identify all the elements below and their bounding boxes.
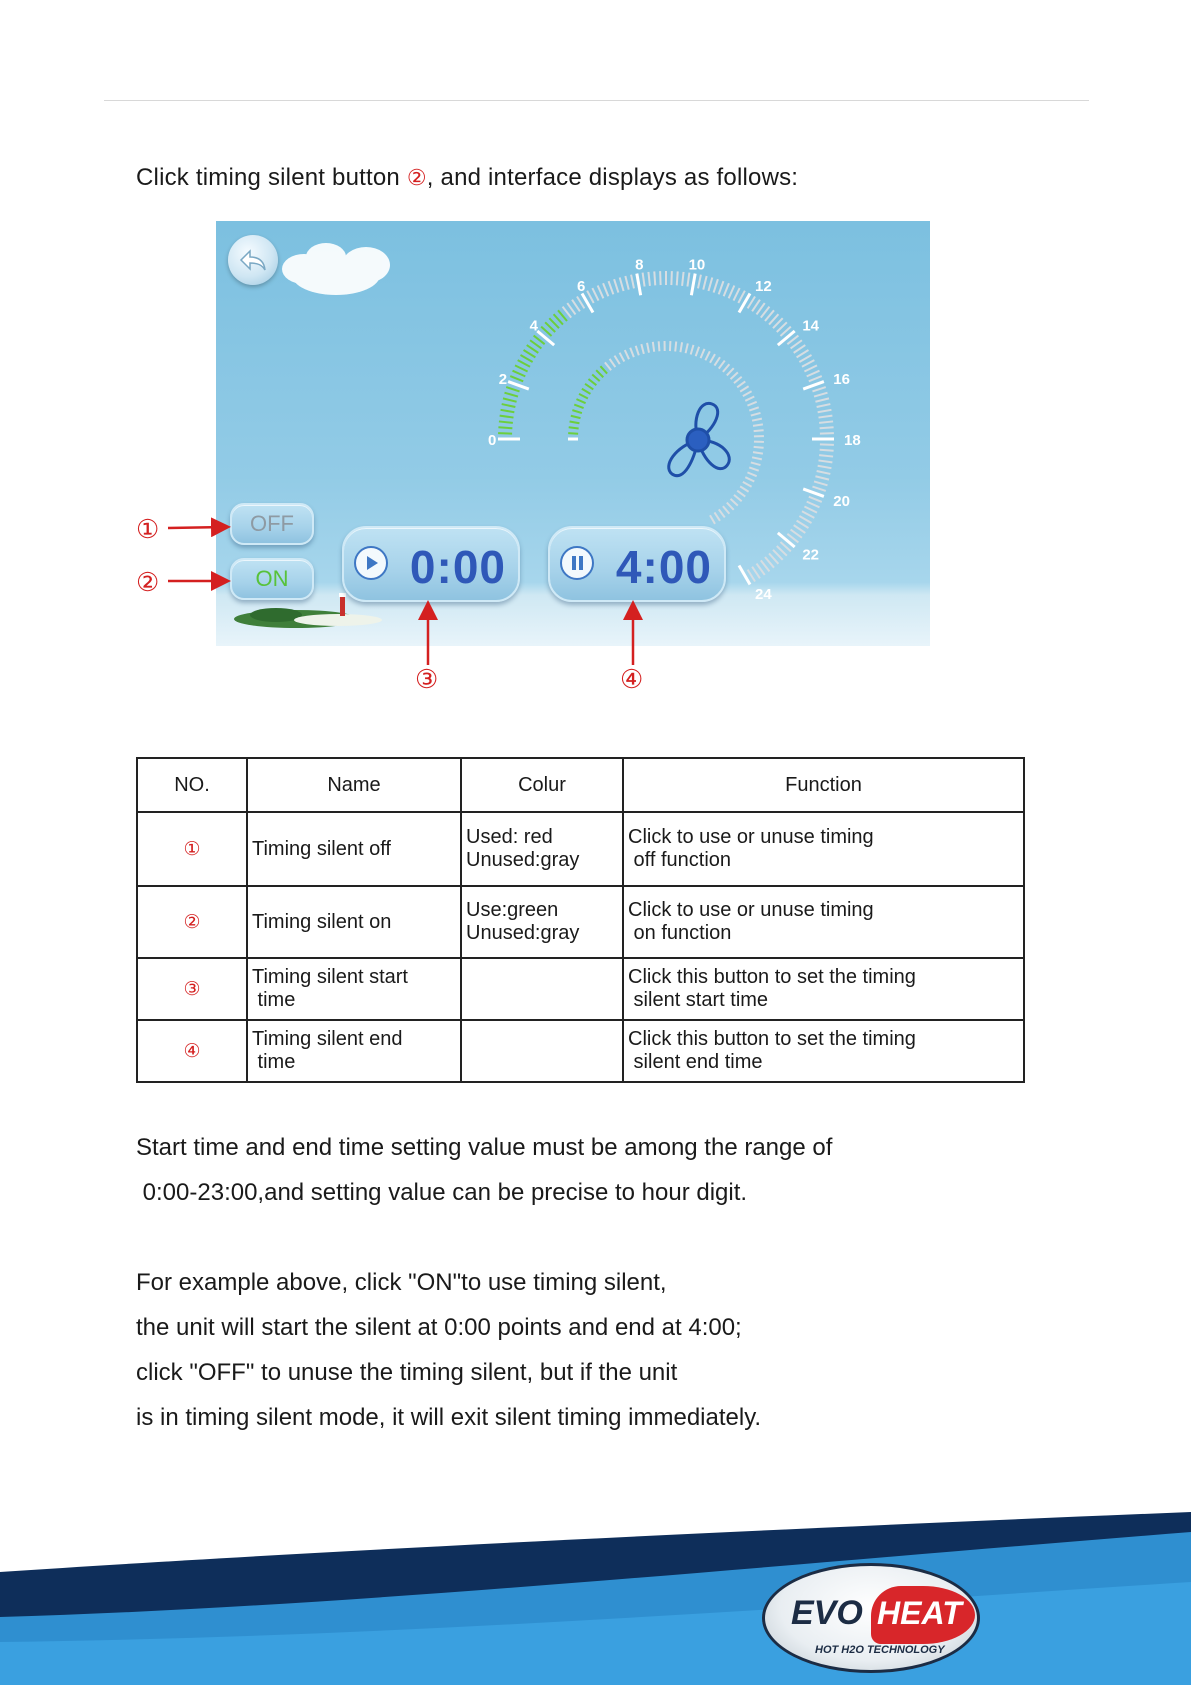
off-label: OFF	[250, 511, 294, 536]
range-text-line2: 0:00-23:00,and setting value can be precise to hour digit.	[136, 1179, 748, 1206]
table-row	[137, 886, 1024, 958]
row-colour	[461, 1020, 623, 1082]
start-time-value: 0:00	[409, 541, 506, 593]
table-row	[137, 958, 1024, 1020]
end-time-value: 4:00	[615, 541, 712, 593]
dial-tick-label: 4	[529, 317, 538, 335]
row-name: Timing silent end time	[247, 1020, 461, 1082]
dial-tick-label: 24	[755, 586, 772, 604]
row-colour	[461, 958, 623, 1020]
dial-tick-label: 10	[688, 256, 706, 274]
example-text-line3: click "OFF" to unuse the timing silent, but if the unit	[136, 1359, 678, 1386]
header-no: NO.	[137, 758, 247, 812]
dial-tick-label: 12	[755, 277, 772, 295]
row-colour: Use:green Unused:gray	[461, 886, 623, 958]
row-function: Click this button to set the timing silent start time	[623, 958, 1024, 1020]
callout-arrows	[0, 0, 1191, 720]
callout-4: ④	[620, 664, 644, 694]
intro-text: Click timing silent button ②, and interface displays as follows:	[136, 164, 799, 191]
dial-tick-label: 6	[577, 277, 586, 295]
row-name: Timing silent on	[247, 886, 461, 958]
dial-tick-label: 22	[802, 546, 820, 564]
on-label: ON	[255, 566, 289, 591]
logo-heat-badge: HEAT	[871, 1586, 975, 1644]
dial-tick-label: 14	[802, 317, 820, 335]
table-header-row	[137, 758, 1024, 812]
button-spec-table	[136, 757, 1025, 1083]
range-text-line1: Start time and end time setting value must be among the range of	[136, 1134, 833, 1161]
example-text-line4: is in timing silent mode, it will exit silent timing immediately.	[136, 1404, 762, 1431]
row-function: Click this button to set the timing silent end time	[623, 1020, 1024, 1082]
example-text-line2: the unit will start the silent at 0:00 points and end at 4:00;	[136, 1314, 742, 1341]
row-number: ④	[137, 1020, 247, 1082]
row-colour: Used: red Unused:gray	[461, 812, 623, 886]
row-name: Timing silent off	[247, 812, 461, 886]
callout-1: ①	[136, 514, 160, 544]
row-function: Click to use or unuse timing off function	[623, 812, 1024, 886]
dial-tick-label: 2	[498, 371, 508, 389]
callout-2: ②	[136, 567, 160, 597]
row-name: Timing silent start time	[247, 958, 461, 1020]
dial-tick-label: 18	[844, 432, 861, 449]
row-number: ③	[137, 958, 247, 1020]
table-row	[137, 812, 1024, 886]
header-colour: Colur	[461, 758, 623, 812]
row-number: ②	[137, 886, 247, 958]
evoheat-logo: EVO HEAT HOT H2O TECHNOLOGY	[762, 1563, 980, 1673]
intro-marker: ②	[406, 165, 427, 190]
footer-wave	[0, 1512, 1191, 1685]
header-function: Function	[623, 758, 1024, 812]
dial-tick-label: 16	[833, 371, 850, 389]
dial-tick-label: 20	[833, 492, 850, 510]
example-text-line1: For example above, click "ON"to use timing silent,	[136, 1269, 667, 1296]
table-row	[137, 1020, 1024, 1082]
dial-tick-label: 0	[488, 432, 497, 449]
callout-3: ③	[415, 664, 439, 694]
row-function: Click to use or unuse timing on function	[623, 886, 1024, 958]
row-number: ①	[137, 812, 247, 886]
dial-tick-label: 8	[635, 256, 644, 274]
header-name: Name	[247, 758, 461, 812]
